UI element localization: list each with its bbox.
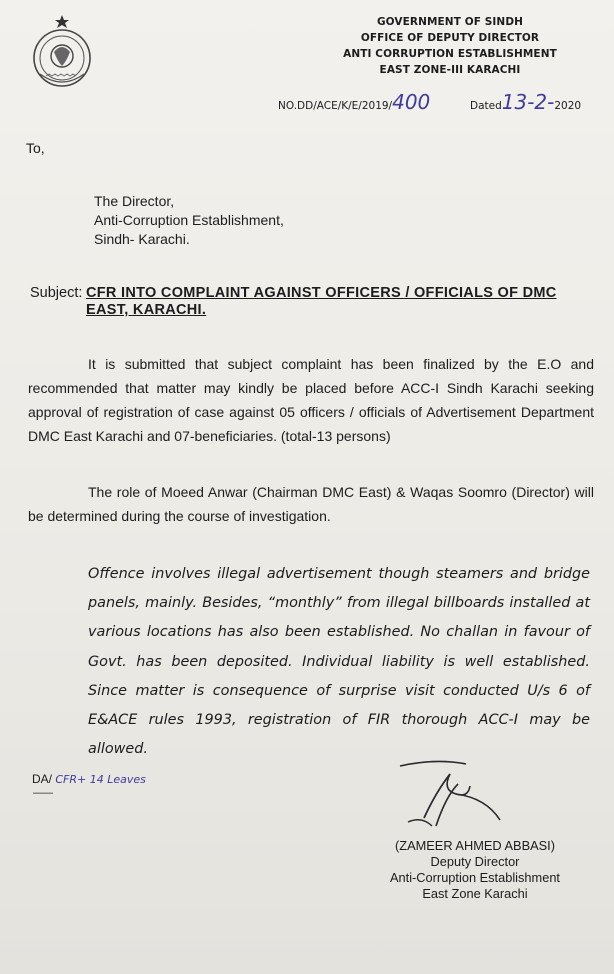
signatory-zone: East Zone Karachi	[422, 886, 528, 901]
government-seal-icon	[28, 14, 96, 88]
signatory-org: Anti-Corruption Establishment	[390, 870, 560, 885]
subject-text: CFR INTO COMPLAINT AGAINST OFFICERS / OFFICIALS OF DMC EAST, KARACHI.	[86, 285, 557, 318]
letterhead	[300, 14, 600, 78]
addressee-line2: Anti-Corruption Establishment,	[94, 212, 284, 228]
signatory-title: Deputy Director	[430, 854, 520, 869]
signature-icon	[396, 756, 526, 836]
enclosure-note	[32, 772, 146, 786]
dated-label: Dated	[470, 100, 502, 112]
addressee	[94, 192, 284, 249]
header-zone: EAST ZONE-III KARACHI	[379, 64, 521, 76]
reference-prefix: NO.DD/ACE/K/E/2019/	[278, 100, 393, 112]
date-line	[470, 90, 581, 114]
body-paragraph-1: It is submitted that subject complaint has been finalized by the E.O and recommended that matter may kindly be placed before ACC-I Sindh Karachi seeking approval of registration of case against 05 officers / officials of Advertisement Department DMC East Karachi and 07-beneficiaries. (total-13 persons)	[28, 356, 594, 444]
signatory-block	[360, 838, 590, 902]
subject-label: Subject:	[30, 285, 83, 301]
date-year: 2020	[554, 100, 582, 112]
header-government: GOVERNMENT OF SINDH	[376, 16, 524, 28]
body-paragraph-2: The role of Moeed Anwar (Chairman DMC East) & Waqas Soomro (Director) will be determined during the course of investigation.	[28, 484, 594, 524]
handwritten-date: 13-2-	[501, 90, 555, 114]
header-establishment: ANTI CORRUPTION ESTABLISHMENT	[343, 48, 557, 60]
enclosure-handwritten: CFR+ 14 Leaves	[55, 773, 146, 786]
addressee-line1: The Director,	[94, 193, 175, 209]
offence-paragraph: Offence involves illegal advertisement though steamers and bridge panels, mainly. Besides, “monthly” from illegal billboards installed at various locations has also been established. No challan in favour of Govt. has been deposited. Individual liability is well established. Since matter is consequence of surprise visit conducted U/s 6 of E&ACE rules 1993, registration of FIR thorough ACC-I may be allowed.	[88, 566, 590, 758]
reference-number	[278, 90, 430, 114]
addressee-line3: Sindh- Karachi.	[94, 231, 190, 247]
header-office: OFFICE OF DEPUTY DIRECTOR	[360, 32, 540, 44]
enclosure-label: DA/	[32, 772, 53, 786]
to-label: To,	[26, 140, 45, 156]
reference-handwritten-number: 400	[392, 90, 431, 114]
signatory-name: (ZAMEER AHMED ABBASI)	[395, 838, 555, 853]
tiny-stamp-mark: ▬▬▬▬	[33, 790, 53, 796]
